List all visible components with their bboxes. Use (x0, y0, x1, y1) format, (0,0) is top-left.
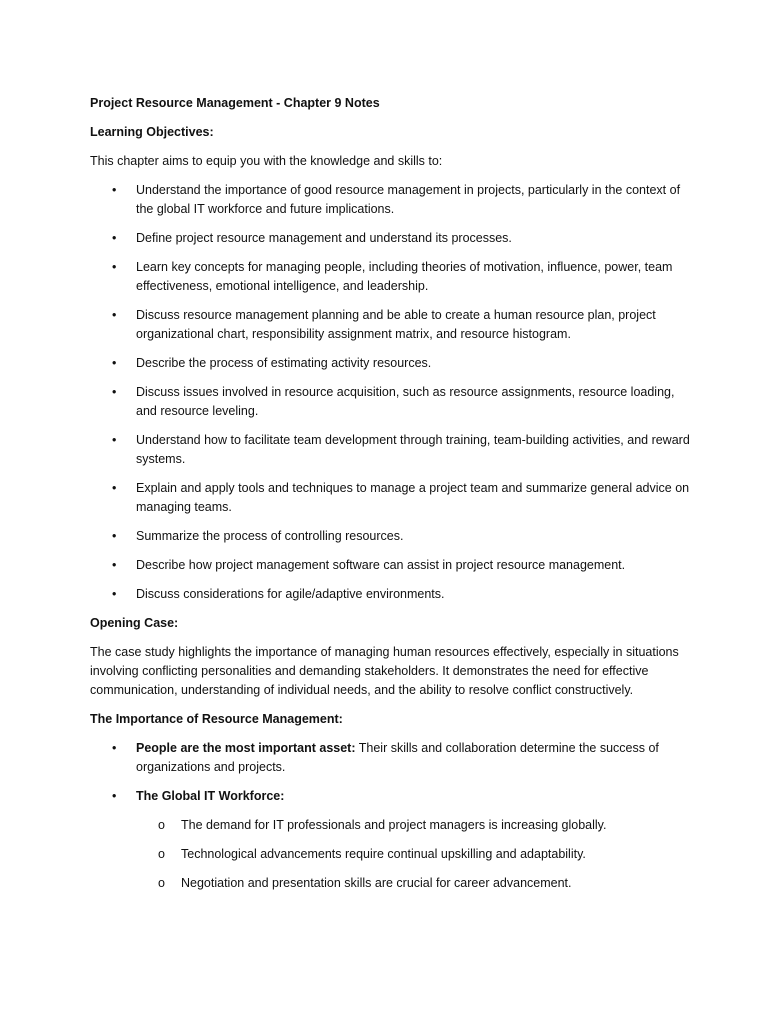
list-item: • Explain and apply tools and techniques to manage a project team and summarize general advice on managing teams. (90, 479, 690, 517)
list-item (90, 739, 690, 777)
list-item (90, 787, 690, 806)
importance-list (90, 739, 690, 806)
list-item-text: Their skills and collaboration determine the success of organizations and projects. (136, 741, 659, 774)
importance-heading: The Importance of Resource Management: (90, 712, 343, 726)
learning-objectives-heading: Learning Objectives: (90, 125, 214, 139)
list-item: • Understand how to facilitate team development through training, team-building activities, and reward systems. (90, 431, 690, 469)
sub-list-item: o Negotiation and presentation skills are crucial for career advancement. (90, 874, 690, 893)
list-item: • Learn key concepts for managing people, including theories of motivation, influence, power, team effectiveness, emotional intelligence, and leadership. (90, 258, 690, 296)
list-item: • Discuss considerations for agile/adaptive environments. (90, 585, 690, 604)
list-item: • Summarize the process of controlling resources. (90, 527, 690, 546)
list-item-bold-label: The Global IT Workforce: (136, 789, 285, 803)
sub-list-item: o Technological advancements require continual upskilling and adaptability. (90, 845, 690, 864)
opening-case-text: The case study highlights the importance of managing human resources effectively, especially in situations involving conflicting personalities and demanding stakeholders. It demonstrates the need for effective communication, understanding of individual needs, and the ability to resolve conflict constructively. (90, 645, 679, 697)
list-item: • Describe the process of estimating activity resources. (90, 354, 690, 373)
learning-objectives-list (90, 181, 690, 604)
learning-objectives-intro: This chapter aims to equip you with the knowledge and skills to: (90, 154, 443, 168)
list-item: • Understand the importance of good resource management in projects, particularly in the context of the global IT workforce and future implications. (90, 181, 690, 219)
document-title: Project Resource Management - Chapter 9 Notes (90, 96, 380, 110)
list-item-bold-label: People are the most important asset: (136, 741, 356, 755)
list-item: • Discuss issues involved in resource acquisition, such as resource assignments, resource loading, and resource leveling. (90, 383, 690, 421)
list-item: • Describe how project management software can assist in project resource management. (90, 556, 690, 575)
opening-case-heading: Opening Case: (90, 616, 179, 630)
list-item: • Discuss resource management planning and be able to create a human resource plan, project organizational chart, responsibility assignment matrix, and resource histogram. (90, 306, 690, 344)
list-item: • Define project resource management and understand its processes. (90, 229, 690, 248)
sub-list-item: o The demand for IT professionals and project managers is increasing globally. (90, 816, 690, 835)
document-page (90, 94, 690, 903)
global-it-workforce-sublist (90, 816, 690, 893)
